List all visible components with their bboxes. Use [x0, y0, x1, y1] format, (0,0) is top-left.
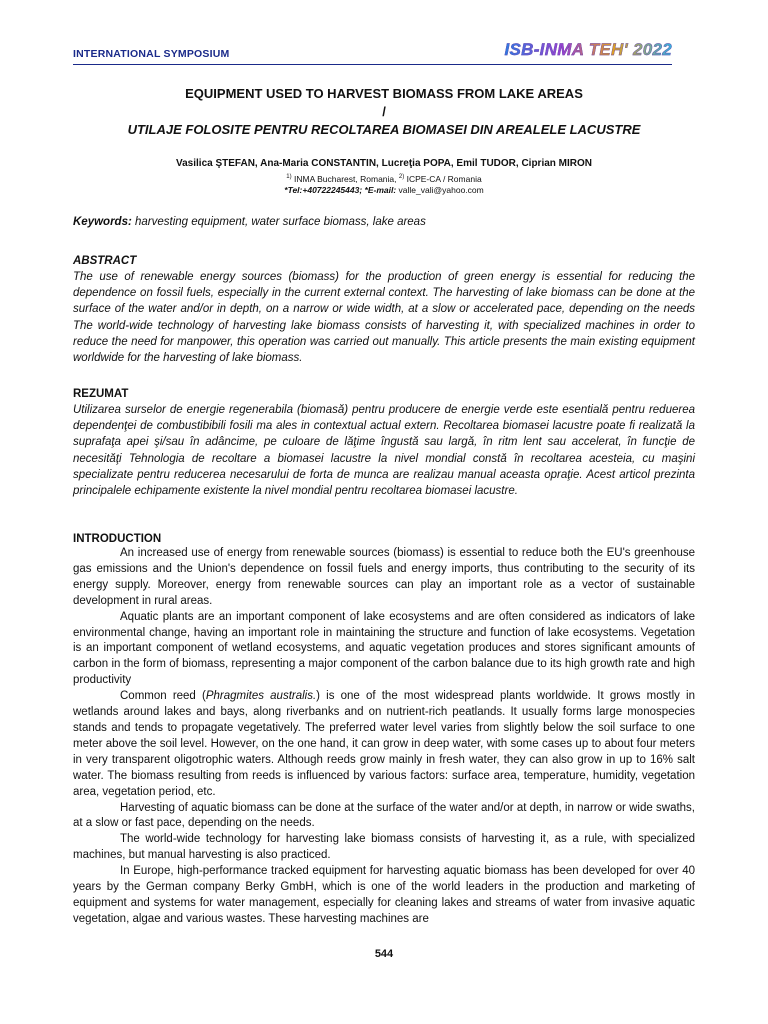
header-divider	[73, 64, 672, 65]
introduction-body	[73, 546, 695, 928]
intro-paragraph-2: Aquatic plants are an important component of lake ecosystems and are often considered as indicators of lake environmental change, having an important role in maintaining the structure and function of lake ecosystems. Vegetation is an important component of wetland ecosystems, and aquatic vegetation produces and stores significant amounts of carbon in the form of biomass, representing a major component of the carbon balance due to its high growth rate and high productivity	[73, 610, 695, 687]
page-header	[73, 40, 672, 70]
title-english: EQUIPMENT USED TO HARVEST BIOMASS FROM LAKE AREAS	[185, 86, 583, 101]
page-number: 544	[374, 948, 394, 960]
intro-paragraph-3-start: Common reed (	[120, 690, 206, 703]
title-separator: /	[382, 104, 386, 119]
abstract-heading: ABSTRACT	[73, 255, 137, 267]
intro-paragraph-3	[73, 689, 695, 800]
keywords-text: harvesting equipment, water surface biomass, lake areas	[131, 216, 426, 228]
intro-paragraph-3-rest: ) is one of the most widespread plants worldwide. It grows mostly in wetlands around lakes and bays, along riverbanks and on nutrient-rich peatlands. It usually forms large monospecies stands and tends to propagate vegetatively. The preferred water level varies from slightly below the soil surface to one meter above the soil level. However, on the one hand, it can grow in deep water, with some cases up to about four meters in very transparent oligotrophic waters. Although reeds grow mainly in fresh water, they can also grow in up to 16% salt water. The biomass resulting from reeds is influenced by various factors: surface area, temperature, humidity, vegetation area, vegetation period, etc.	[73, 690, 696, 798]
affiliation-2: ICPE-CA / Romania	[404, 173, 482, 184]
keywords	[73, 214, 695, 230]
species-name: Phragmites australis.	[205, 690, 317, 703]
abstract-text: The use of renewable energy sources (biomass) for the production of green energy is essential for reducing the dependence on fossil fuels, especially in the current external context. The harvesting of lake biomass can be done at the surface of the water and/or in depth, on a narrow or wide width, at a slow or accelerated pace, depending on the needs The world-wide technology of harvesting lake biomass consists of harvesting it, with specialized machines in order to reduce the need for manpower, this operation was carried out manually. This article presents the main existing equipment worldwide for the harvesting of lake biomass.	[73, 271, 695, 365]
affiliation-1: INMA Bucharest, Romania,	[291, 173, 399, 184]
contact-line	[73, 184, 695, 197]
intro-paragraph-5: The world-wide technology for harvesting lake biomass consists of harvesting it, as a rule, with specialized machines, but manual harvesting is also practiced.	[73, 833, 695, 862]
rezumat-heading: REZUMAT	[73, 388, 129, 400]
title-romanian: UTILAJE FOLOSITE PENTRU RECOLTAREA BIOMASEI DIN AREALELE LACUSTRE	[127, 122, 641, 137]
tel-number: +40722245443;	[302, 185, 363, 195]
email-label: *E-mail:	[362, 185, 397, 195]
affiliation-marker-2: 2)	[398, 174, 405, 180]
tel-label: *Tel:	[284, 185, 303, 195]
email-address[interactable]: valle_vali@yahoo.com	[396, 185, 484, 195]
author-list: Vasilica ŞTEFAN, Ana-Maria CONSTANTIN, Lucreţia POPA, Emil TUDOR, Ciprian MIRON	[176, 158, 592, 169]
symposium-label: INTERNATIONAL SYMPOSIUM	[73, 48, 230, 60]
intro-paragraph-4: Harvesting of aquatic biomass can be done at the surface of the water and/or at depth, in narrow or wide swaths, at a slow or fast pace, depending on the needs.	[73, 801, 695, 830]
affiliation-marker-1: 1)	[286, 174, 292, 180]
paper-title-block	[73, 84, 695, 139]
intro-paragraph-1: An increased use of energy from renewable sources (biomass) is essential to reduce both the EU's greenhouse gas emissions and the Union's dependence on fossil fuels and energy imports, thus contributing to the security of its energy supply. Moreover, energy from renewable sources can play an important role as a vector of sustainable development in rural areas.	[73, 547, 695, 607]
intro-paragraph-6: In Europe, high-performance tracked equipment for harvesting aquatic biomass has been developed for over 40 years by the German company Berky GmbH, which is one of the world leaders in the production and marketing of equipment and systems for water management, especially for cleaning lakes and streams of water from invasive aquatic vegetation, algae and various wastes. These harvesting machines are	[73, 865, 695, 925]
conference-logo: ISB-INMA TEH' 2022	[504, 40, 672, 59]
rezumat-text: Utilizarea surselor de energie regenerabila (biomasă) pentru producere de energie verde este esentială pentru reduerea dependenţei de combustibibili fosili ma ales in contextual actual extern. Recoltarea biomasei lacustre poate fi realizată la suprafaţa apei şi/sau în adâncime, pe culoare de lăţime îngustă sau largă, în ritm lent sau accelerat, în funcţie de necesităţi Tehnologia de recoltare a biomasei lacustre la nivel mondial constă în recoltarea acesteia, cu maşini specializate pentru reducerea necesarului de forta de munca are realizau manual aceasta opraţie. Acest articol prezinta principalele echipamente existente la nivel mondial pentru recoltarea biomasei lacustre.	[73, 404, 695, 498]
introduction-heading: INTRODUCTION	[73, 533, 162, 545]
keywords-label: Keywords:	[73, 216, 132, 228]
